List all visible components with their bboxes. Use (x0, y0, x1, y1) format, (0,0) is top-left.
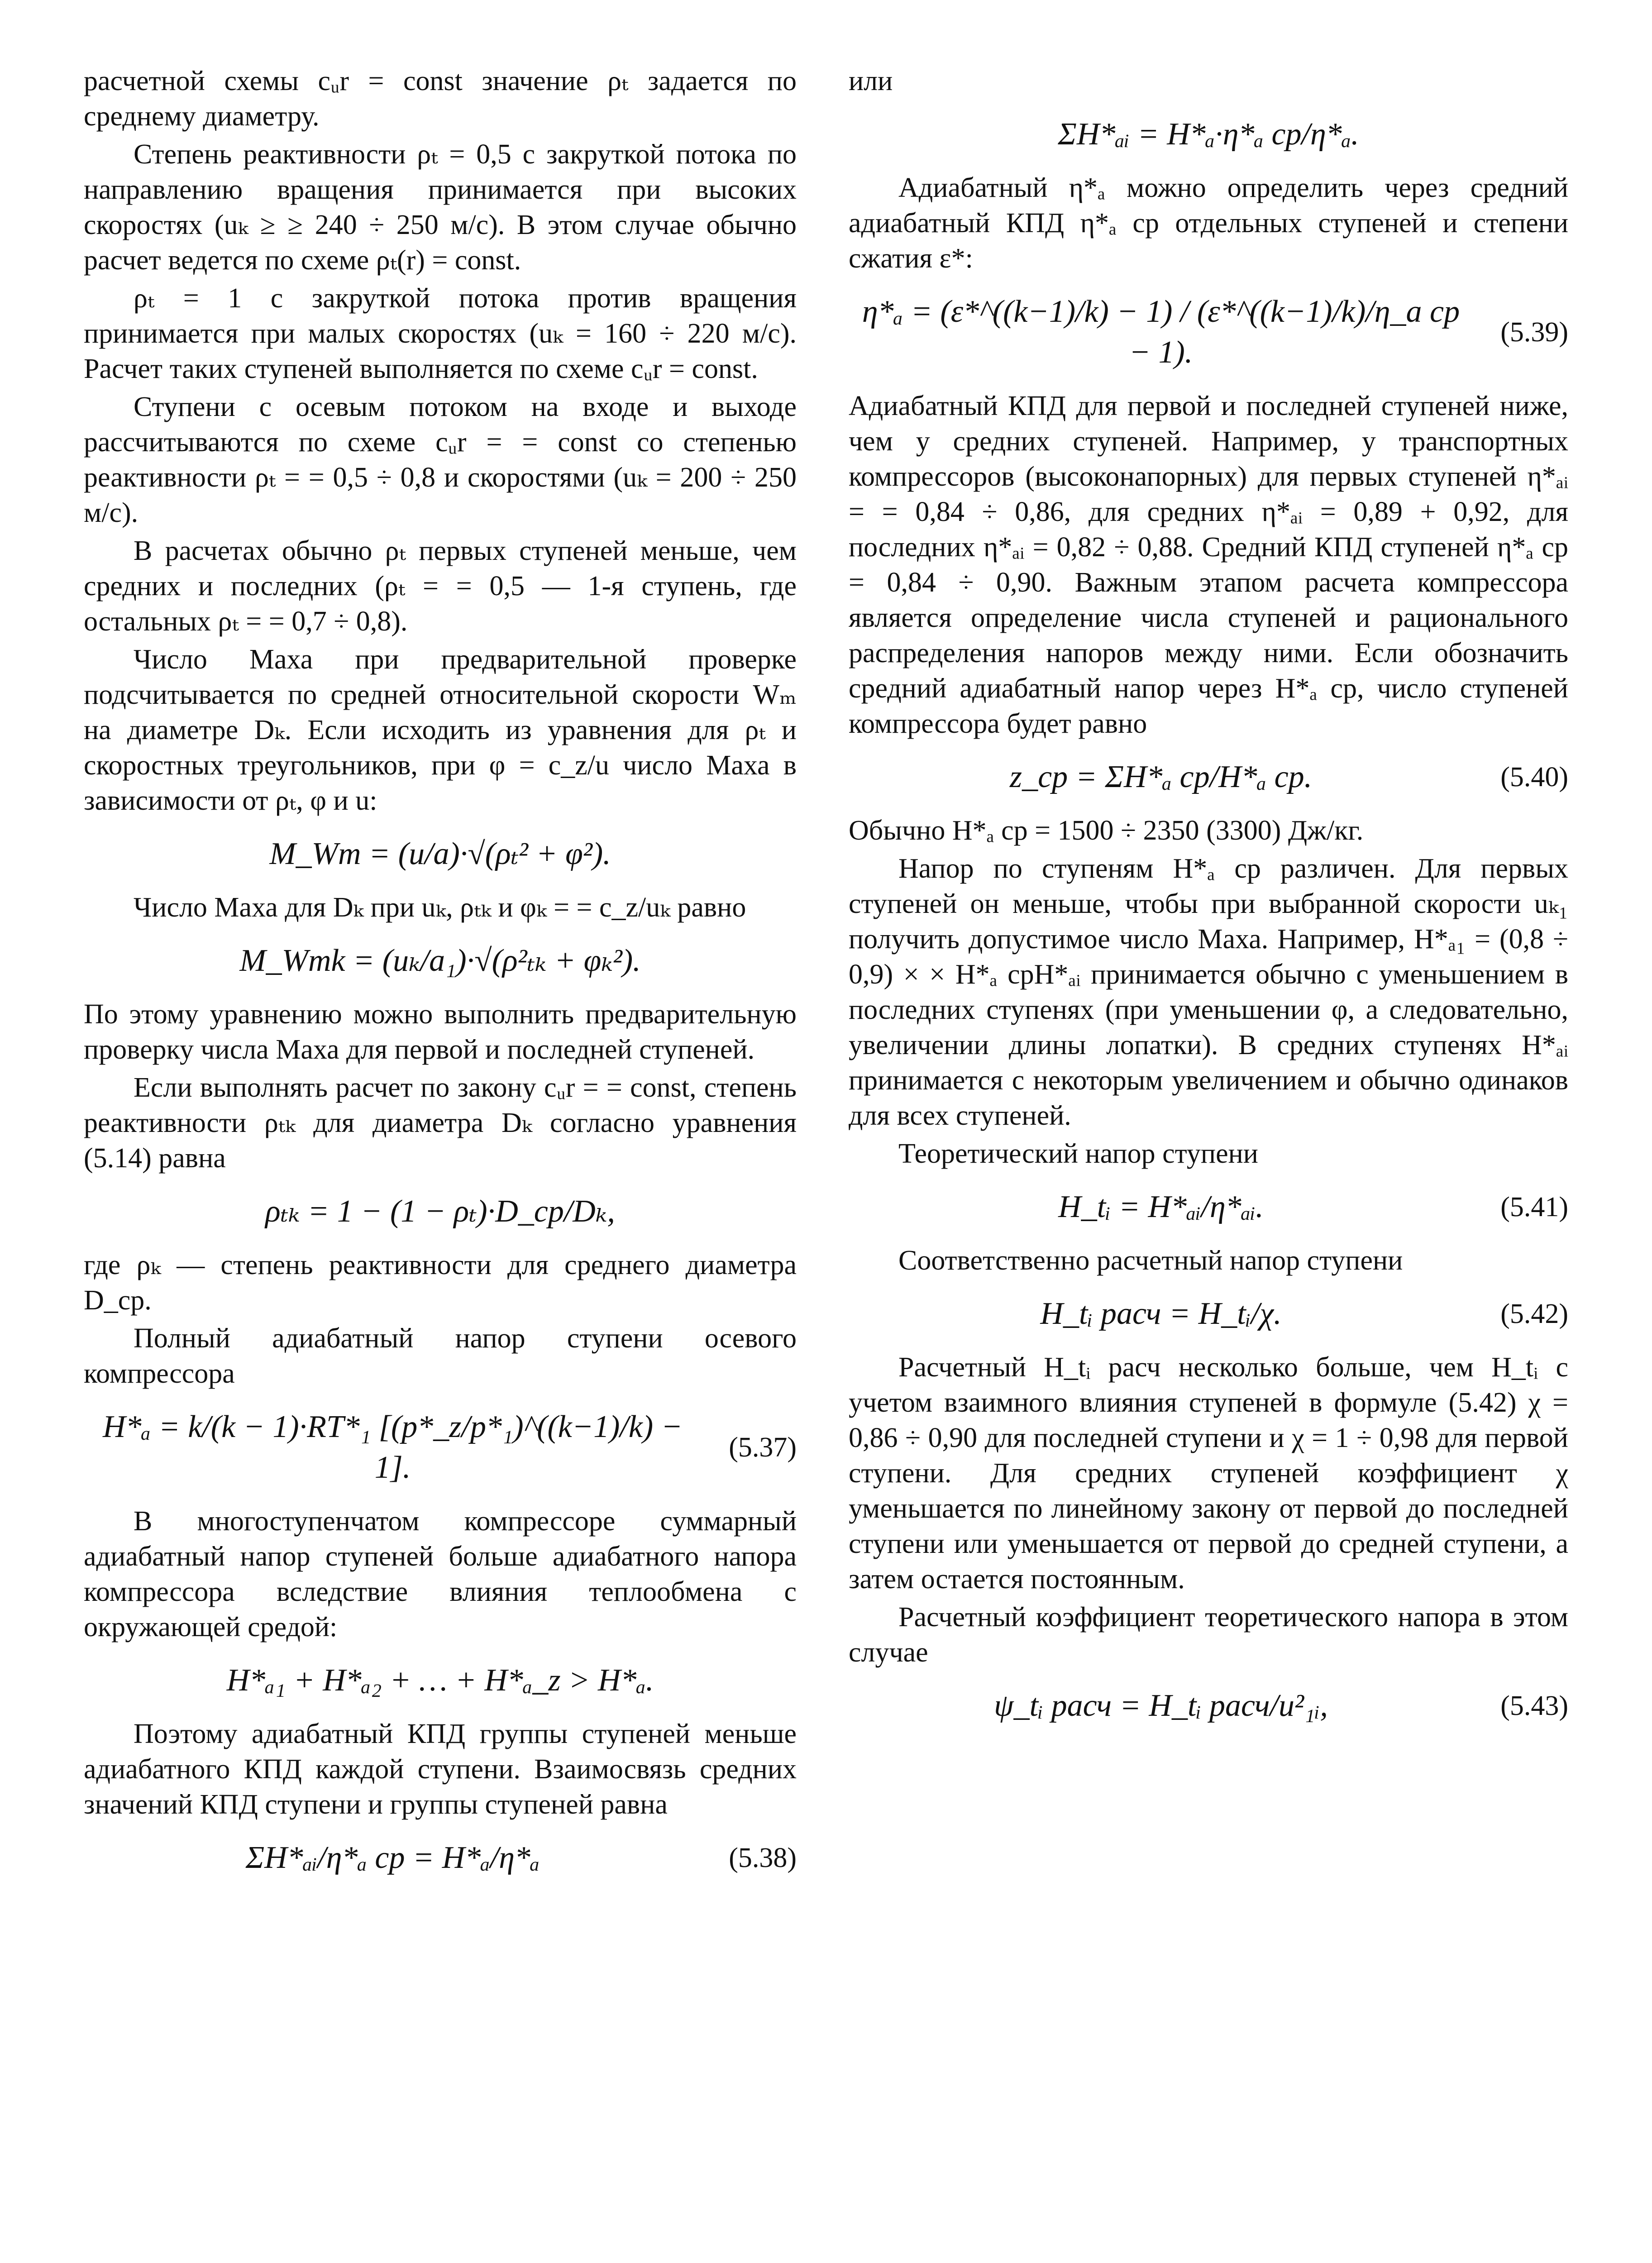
formula-expression: η*ₐ = (ε*^((k−1)/k) − 1) / (ε*^((k−1)/k)/η_а ср − 1). (862, 294, 1460, 370)
formula-5-41 (849, 1187, 1568, 1227)
formula-mach-wm (84, 834, 797, 874)
formula-reactivity (84, 1191, 797, 1232)
paragraph: Число Маха при предварительной проверке подсчитывается по средней относительной скорости Wₘ на диаметре Dₖ. Если исходить из уравнения для ρₜ и скоростных треугольников, при φ = c_z/u число Маха в зависимости от ρₜ, φ и u: (84, 644, 797, 816)
equation-number: (5.42) (1500, 1299, 1568, 1329)
equation-number: (5.38) (729, 1843, 797, 1873)
paragraph: Расчетный H_tᵢ расч несколько больше, чем H_tᵢ с учетом взаимного влияния ступеней в формуле (5.42) χ = 0,86 ÷ 0,90 для последней ступени и χ = 1 ÷ 0,98 для первой ступени. Для средних ступеней коэффициент χ уменьшается по линейному закону от первой до последней ступени или уменьшается от первой до средней ступени, а затем остается постоянным. (849, 1352, 1568, 1595)
paragraph: Если выполнять расчет по закону cᵤr = = const, степень реактивности ρₜₖ для диаметра Dₖ согласно уравнения (5.14) равна (84, 1072, 797, 1174)
paragraph: Число Маха для Dₖ при uₖ, ρₜₖ и φₖ = = c_z/uₖ равно (134, 892, 746, 923)
formula-5-37 (84, 1407, 797, 1488)
paragraph: Степень реактивности ρₜ = 0,5 с закруткой потока по направлению вращения принимается при высоких скоростях (uₖ ≥ ≥ 240 ÷ 250 м/с). В этом случае обычно расчет ведется по схеме ρₜ(r) = const. (84, 139, 797, 276)
formula-mach-wmk (84, 941, 797, 981)
equation-number: (5.40) (1500, 762, 1568, 793)
formula-expression: ρₜₖ = 1 − (1 − ρₜ)·D_ср/Dₖ, (265, 1194, 615, 1229)
equation-number: (5.39) (1500, 317, 1568, 348)
paragraph: Адиабатный η*ₐ можно определить через средний адиабатный КПД η*ₐ ср отдельных ступеней и степени сжатия ε*: (849, 172, 1568, 274)
right-column (849, 63, 1568, 1742)
paragraph: ρₜ = 1 с закруткой потока против вращения принимается при малых скоростях (uₖ = 160 ÷ 220 м/с). Расчет таких ступеней выполняется по схеме cᵤr = const. (84, 283, 797, 384)
formula-expression: H_tᵢ расч = H_tᵢ/χ. (1040, 1296, 1282, 1331)
left-column (84, 63, 797, 1894)
paragraph: Полный адиабатный напор ступени осевого компрессора (84, 1323, 797, 1389)
paragraph: Теоретический напор ступени (898, 1138, 1258, 1169)
paragraph: где ρₖ — степень реактивности для среднего диаметра D_ср. (84, 1250, 797, 1316)
formula-expression: H*ₐ = k/(k − 1)·RT*₁ [(p*_z/p*₁)^((k−1)/k) − 1]. (103, 1409, 683, 1485)
paragraph: Расчетный коэффициент теоретического напора в этом случае (849, 1602, 1568, 1668)
formula-expression: H_tᵢ = H*ₐᵢ/η*ₐᵢ. (1058, 1189, 1264, 1224)
paragraph: В расчетах обычно ρₜ первых ступеней меньше, чем средних и последних (ρₜ = = 0,5 — 1-я ступень, где остальных ρₜ = = 0,7 ÷ 0,8). (84, 535, 797, 637)
formula-5-43 (849, 1685, 1568, 1726)
paragraph: или (849, 66, 893, 96)
paragraph: Ступени с осевым потоком на входе и выходе рассчитываются по схеме cᵤr = = const со степенью реактивности ρₜ = = 0,5 ÷ 0,8 и скоростями (uₖ = 200 ÷ 250 м/с). (84, 391, 797, 528)
paragraph: Соответственно расчетный напор ступени (898, 1245, 1403, 1276)
formula-expression: ΣH*ₐᵢ = H*ₐ·η*ₐ ср/η*ₐ. (1058, 117, 1359, 152)
paragraph: Адиабатный КПД для первой и последней ступеней ниже, чем у средних ступеней. Например, у транспортных компрессоров (высоконапорных) для первых ступеней η*ₐᵢ = = 0,84 ÷ 0,86, для средних η*ₐᵢ = 0,89 + 0,92, для последних η*ₐᵢ = 0,82 ÷ 0,88. Средний КПД ступеней η*ₐ ср = 0,84 ÷ 0,90. Важным этапом расчета компрессора является определение числа ступеней и рационального распределения напоров между ними. Если обозначить средний адиабатный напор через H*ₐ ср, число ступеней компрессора будет равно (849, 391, 1568, 739)
formula-sum-heads (84, 1660, 797, 1701)
paragraph: расчетной схемы cᵤr = const значение ρₜ задается по среднему диаметру. (84, 66, 797, 132)
formula-expression: M_Wm = (u/a)·√(ρₜ² + φ²). (269, 836, 611, 871)
paragraph: Напор по ступеням H*ₐ ср различен. Для первых ступеней он меньше, чтобы при выбранной скорости uₖ₁ получить допустимое число Маха. Например, H*ₐ₁ = (0,8 ÷ 0,9) × × H*ₐ срH*ₐᵢ принимается обычно с уменьшением в последних ступенях (при уменьшении φ, а следовательно, увеличении длины лопатки). В средних ступенях H*ₐᵢ принимается с некоторым увеличением и обычно одинаков для всех ступеней. (849, 853, 1568, 1131)
formula-expression: ΣH*ₐᵢ/η*ₐ ср = H*ₐ/η*ₐ (245, 1840, 540, 1875)
formula-5-42 (849, 1294, 1568, 1334)
equation-number: (5.41) (1500, 1192, 1568, 1222)
formula-5-38 (84, 1838, 797, 1878)
paragraph: В многоступенчатом компрессоре суммарный адиабатный напор ступеней больше адиабатного напора компрессора вследствие влияния теплообмена с окружающей средой: (84, 1506, 797, 1642)
formula-5-40 (849, 757, 1568, 797)
equation-number: (5.37) (729, 1432, 797, 1463)
paragraph: Обычно H*ₐ ср = 1500 ÷ 2350 (3300) Дж/кг. (849, 815, 1364, 846)
equation-number: (5.43) (1500, 1690, 1568, 1721)
formula-sum-hai (849, 114, 1568, 155)
formula-expression: H*ₐ₁ + H*ₐ₂ + … + H*ₐ_z > H*ₐ. (226, 1663, 654, 1698)
formula-expression: ψ_tᵢ расч = H_tᵢ расч/u²₁ᵢ, (994, 1688, 1328, 1723)
formula-expression: z_ср = ΣH*ₐ ср/H*ₐ ср. (1009, 759, 1313, 794)
formula-5-39 (849, 291, 1568, 373)
paragraph: Поэтому адиабатный КПД группы ступеней меньше адиабатного КПД каждой ступени. Взаимосвязь средних значений КПД ступени и группы ступеней равна (84, 1719, 797, 1820)
paragraph: По этому уравнению можно выполнить предварительную проверку числа Маха для первой и последней ступеней. (84, 999, 797, 1065)
formula-expression: M_Wmk = (uₖ/a₁)·√(ρ²ₜₖ + φₖ²). (239, 943, 641, 978)
